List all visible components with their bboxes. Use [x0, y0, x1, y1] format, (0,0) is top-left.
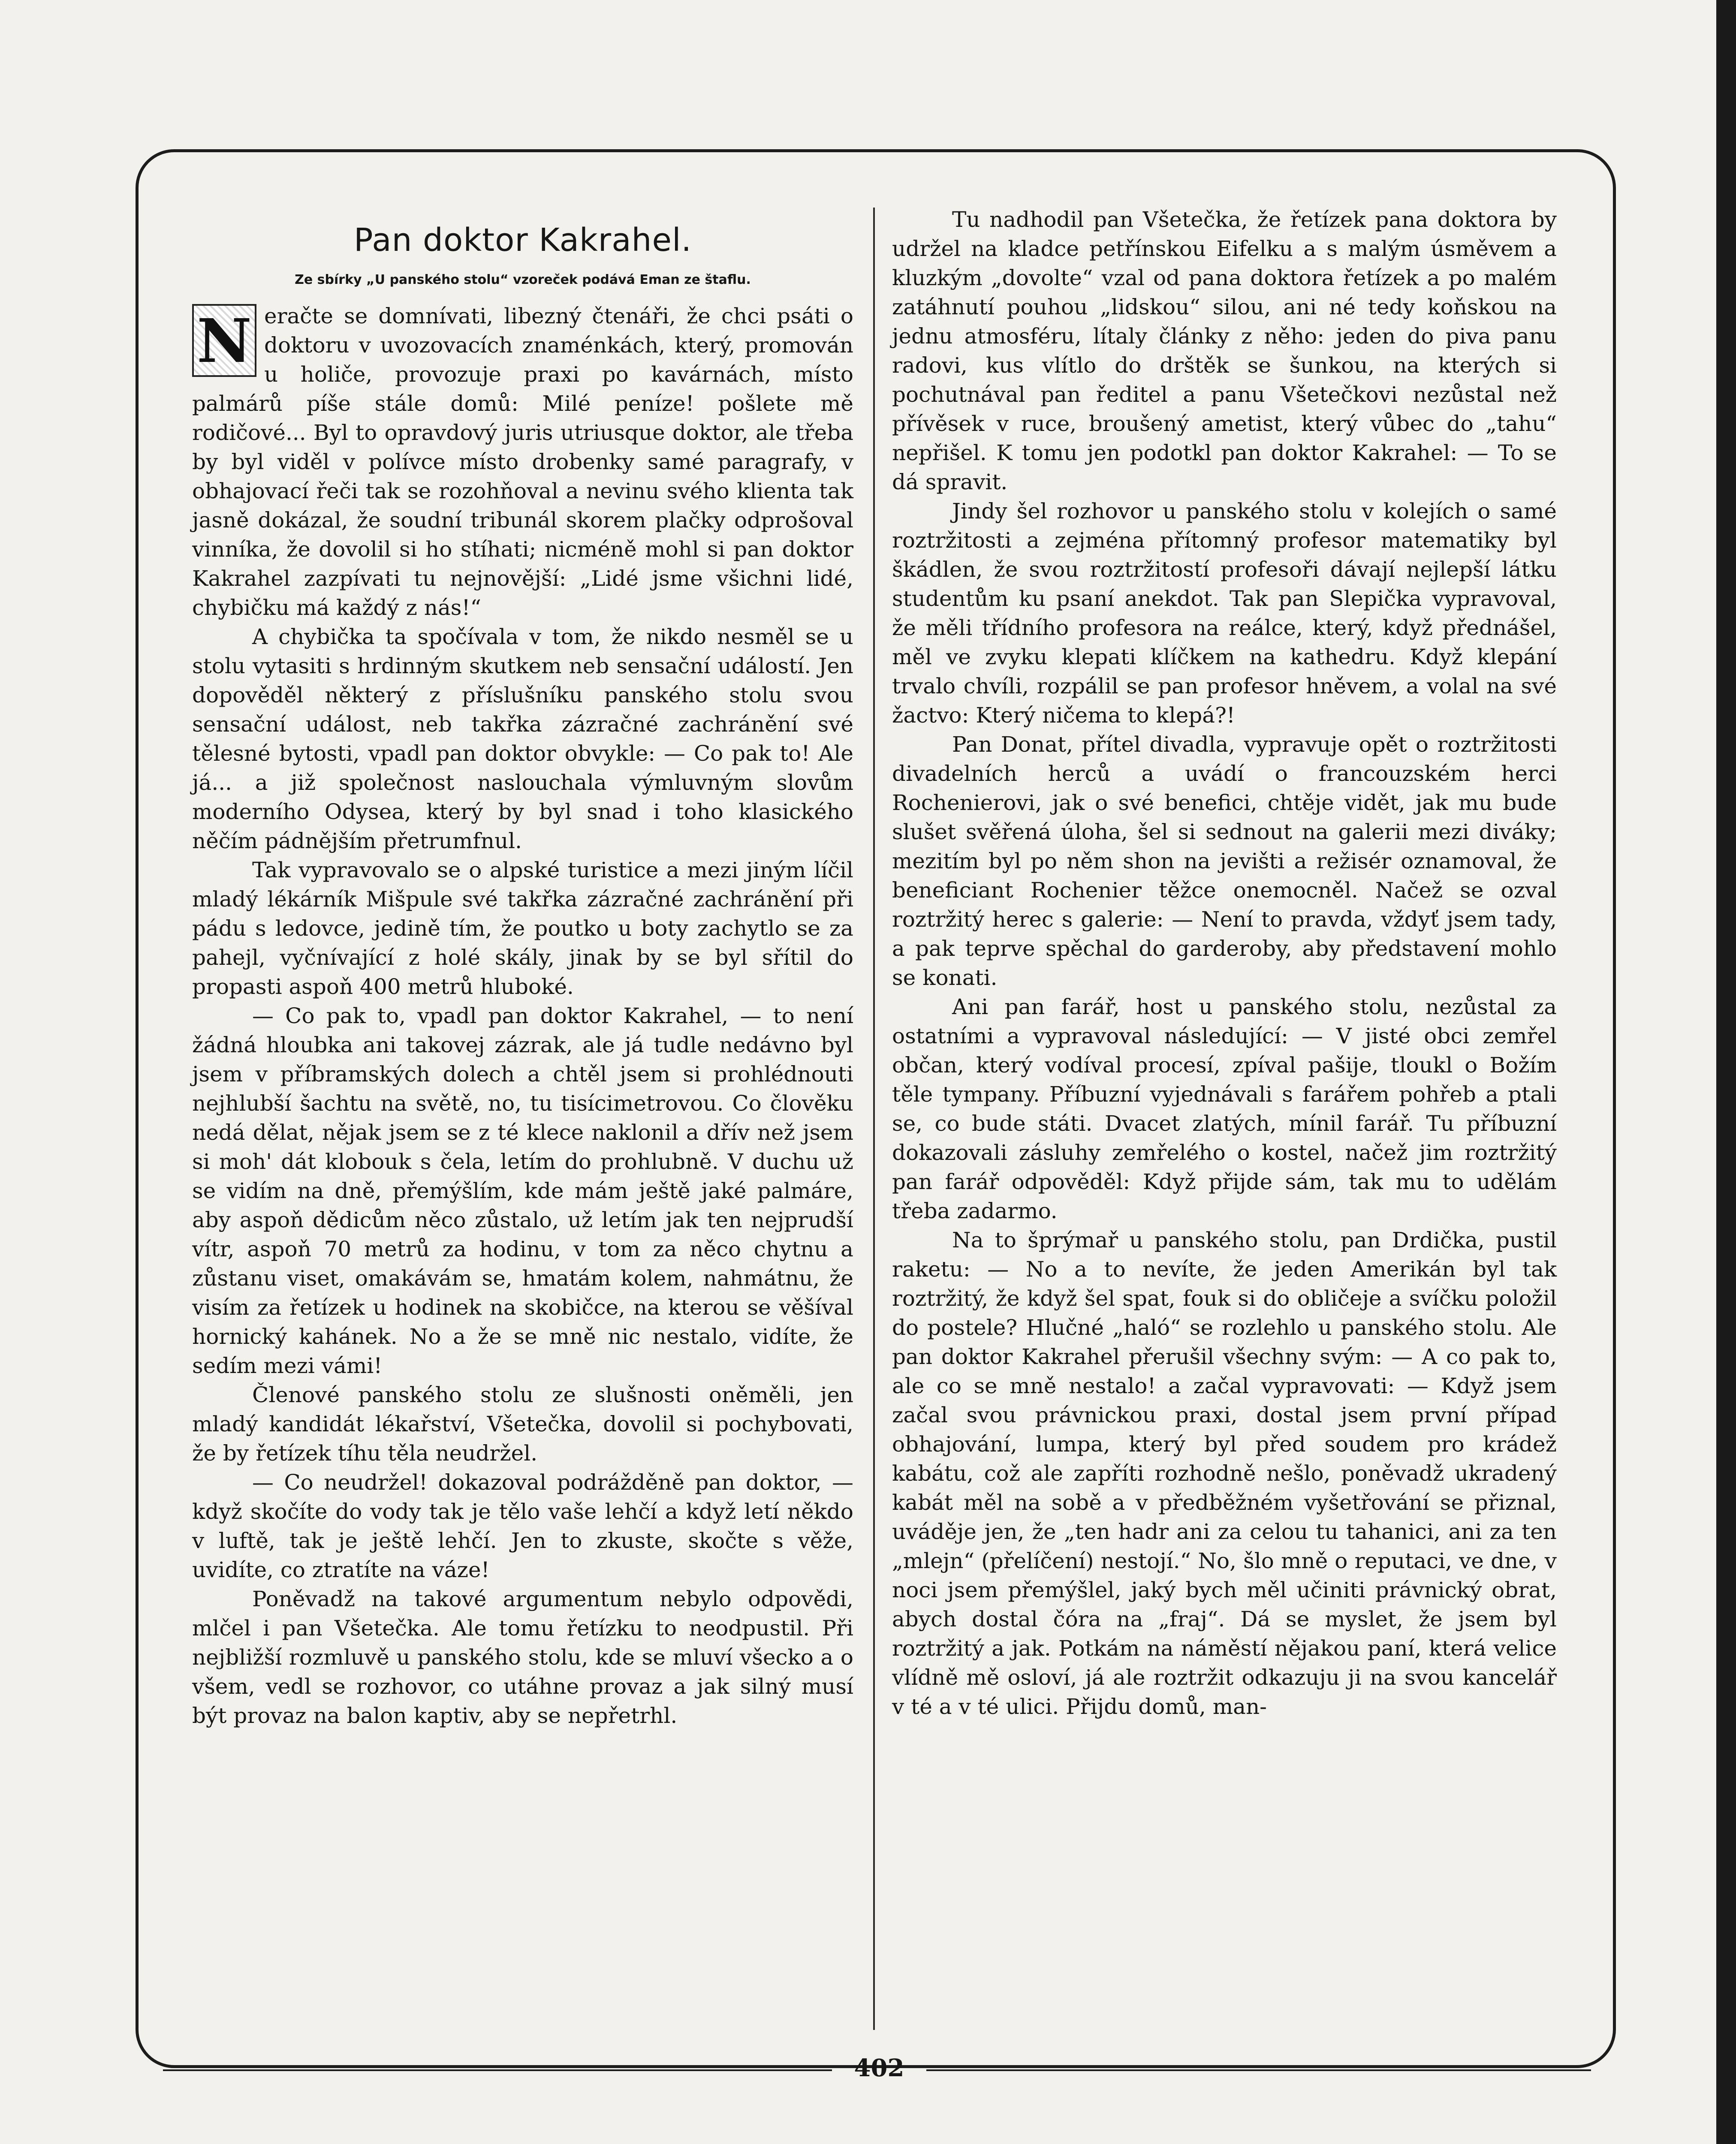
paragraph: eračte se domnívati, libezný čtenáři, že chci psáti o doktoru v uvozovacích znaménkách, který, promován u holiče, provozuje praxi po kavárnách, místo palmárů píše stále domů: Milé peníze! pošlete mě rodičové... Byl to opravdový juris utriusque doktor, ale třeba by byl viděl v polívce místo drobenky samé paragrafy, v obhajovací řeči tak se rozohňoval a nevinu svého klienta tak jasně dokázal, že soudní tribunál skorem plačky odprošoval vinníka, že dovolil si ho stíhati; nicméně mohl si pan doktor Kakrahel zazpívati tu nejnovější: „Lidé jsme všichni lidé, chybičku má každý z nás!“ [192, 304, 853, 620]
column-divider [873, 208, 875, 2030]
paragraph: — Co pak to, vpadl pan doktor Kakrahel, — to není žádná hloubka ani takovej zázrak, ale já tudle nedávno byl jsem v příbramských dolech a chtěl jsem si prohlédnouti nejhlubší šachtu na světě, no, tu tisícimetrovou. Co člověku nedá dělat, nějak jsem se z té klece naklonil a dřív než jsem si moh' dát klobouk s čela, letím do prohlubně. V duchu už se vidím na dně, přemýšlím, kde mám ještě jaké palmáre, aby aspoň dědicům něco zůstalo, už letím jak ten nejprudší vítr, aspoň 70 metrů za hodinu, v tom za něco chytnu a zůstanu viset, omakávám se, hmatám kolem, nahmátnu, že visím za řetízek u hodinek na skobičce, na kterou se věšíval hornický kahánek. No a že se mně nic nestalo, vidíte, že sedím mezi vámi! [192, 1003, 853, 1379]
paragraph: Jindy šel rozhovor u panského stolu v kolejích o samé roztržitosti a zejména přítomný profesor matematiky byl škádlen, že svou roztržitostí profesoři dávají nejlepší látku studentům ku psaní anekdot. Tak pan Slepička vypravoval, že měli třídního profesora na reálce, který, když přednášel, měl ve zvyku klepati klíčkem na kathedru. Když klepání trvalo chvíli, rozpálil se pan profesor hněvem, a volal na své žactvo: Který ničema to klepá?! [892, 499, 1557, 728]
paragraph: Poněvadž na takové argumentum nebylo odpovědi, mlčel i pan Všetečka. Ale tomu řetízku to neodpustil. Při nejbližší rozmluvě u panského stolu, kde se mluví všecko a o všem, vedl se rozhovor, co utáhne provaz a jak silný musí být provaz na balon kaptiv, aby se nepřetrhl. [192, 1587, 853, 1728]
footer-rule-right [926, 2069, 1591, 2071]
dropcap-letter: N [197, 306, 252, 377]
paragraph: — Co neudržel! dokazoval podrážděně pan doktor, — když skočíte do vody tak je tělo vaše lehčí a když letí někdo v luftě, tak je ještě lehčí. Jen to zkuste, skočte s věže, uvidíte, co ztratíte na váze! [192, 1470, 853, 1583]
footer-rule-left [163, 2069, 832, 2071]
article-subtitle: Ze sbírky „U panského stolu“ vzoreček podává Eman ze štaflu. [295, 272, 751, 287]
left-column [192, 206, 853, 1730]
paragraph: Tu nadhodil pan Všetečka, že řetízek pana doktora by udržel na kladce petřínskou Eifelku a s malým úsměvem a kluzkým „dovolte“ vzal od pana doktora řetízek a po malém zatáhnutí pouhou „lidskou“ silou, ani né tedy koňskou na jednu atmosféru, lítaly články z něho: jeden do piva panu radovi, kus vlítlo do drštěk se šunkou, na kterých si pochutnával pan ředitel a panu Všetečkovi nezůstal než přívěsek v ruce, broušený ametist, který vůbec do „tahu“ nepřišel. K tomu jen podotkl pan doktor Kakrahel: — To se dá spravit. [892, 207, 1557, 494]
right-column [892, 205, 1557, 1721]
article-title: Pan doktor Kakrahel. [353, 222, 692, 259]
paragraph: Pan Donat, přítel divadla, vypravuje opět o roztržitosti divadelních herců a uvádí o francouzském herci Rochenierovi, jak o své benefici, chtěje vidět, jak mu bude slušet svěřená úloha, šel si sednout na galerii mezi diváky; mezitím byl po něm shon na jevišti a režisér oznamoval, že beneficiant Rochenier těžce onemocněl. Načež se ozval roztržitý herec s galerie: — Není to pravda, vždyť jsem tady, a pak teprve spěchal do garderoby, aby představení mohlo se konati. [892, 732, 1557, 990]
paragraph: Ani pan farář, host u panského stolu, nezůstal za ostatními a vypravoval následující: — V jisté obci zemřel občan, který vodíval procesí, zpíval pašije, tloukl o Božím těle tympany. Příbuzní vyjednávali s farářem pohřeb a ptali se, co bude státi. Dvacet zlatých, mínil farář. Tu příbuzní dokazovali zásluhy zemřelého o kostel, načež jim roztržitý pan farář odpověděl: Když přijde sám, tak mu to udělám třeba zadarmo. [892, 994, 1557, 1223]
paragraph: A chybička ta spočívala v tom, že nikdo nesměl se u stolu vytasiti s hrdinným skutkem neb sensační událostí. Jen dopověděl některý z příslušníku panského stolu svou sensační událost, neb takřka zázračné zachránění své tělesné bytosti, vpadl pan doktor obvykle: — Co pak to! Ale já... a již společnost naslouchala výmluvným slovům moderního Odysea, který by byl snad i toho klasického něčím pádnějším přetrumfnul. [192, 624, 853, 854]
dropcap-initial [192, 304, 256, 377]
scan-edge [1716, 0, 1736, 2144]
paragraph: Členové panského stolu ze slušnosti oněměli, jen mladý kandidát lékařství, Všetečka, dovolil si pochybovati, že by řetízek tíhu těla neudržel. [192, 1382, 853, 1466]
paragraph: Tak vypravovalo se o alpské turistice a mezi jiným líčil mladý lékárník Mišpule své takřka zázračné zachránění při pádu s ledovce, jedině tím, že poutko u boty zachytlo se za pahejl, vyčnívající z holé skály, jinak by se byl sřítil do propasti aspoň 400 metrů hluboké. [192, 858, 853, 1000]
page-number: 402 [854, 2054, 904, 2082]
paragraph: Na to šprýmař u panského stolu, pan Drdička, pustil raketu: — No a to nevíte, že jeden Amerikán byl tak roztržitý, že když šel spat, fouk si do obličeje a svíčku položil do postele? Hlučné „haló“ se rozlehlo u panského stolu. Ale pan doktor Kakrahel přerušil všechny svým: — A co pak to, ale co se mně nestalo! a začal vypravovati: — Když jsem začal svou právnickou praxi, dostal jsem první případ obhajování, lumpa, který byl před soudem pro krádež kabátu, což ale zapříti rozhodně nešlo, poněvadž ukradený kabát měl na sobě a v předběžném vyšetřování se přiznal, uváděje jen, že „ten hadr ani za celou tu tahanici, ani za ten „mlejn“ (přelíčení) nestojí.“ No, šlo mně o reputaci, ve dne, v noci jsem přemýšlel, jaký bych měl učiniti právnický obrat, abych dostal čóra na „fraj“. Dá se myslet, že jsem byl roztržitý a jak. Potkám na náměstí nějakou paní, která velice vlídně mě osloví, já ale roztržit odkazuju ji na svou kancelář v té a v té ulici. Přijdu domů, man- [892, 1228, 1557, 1719]
